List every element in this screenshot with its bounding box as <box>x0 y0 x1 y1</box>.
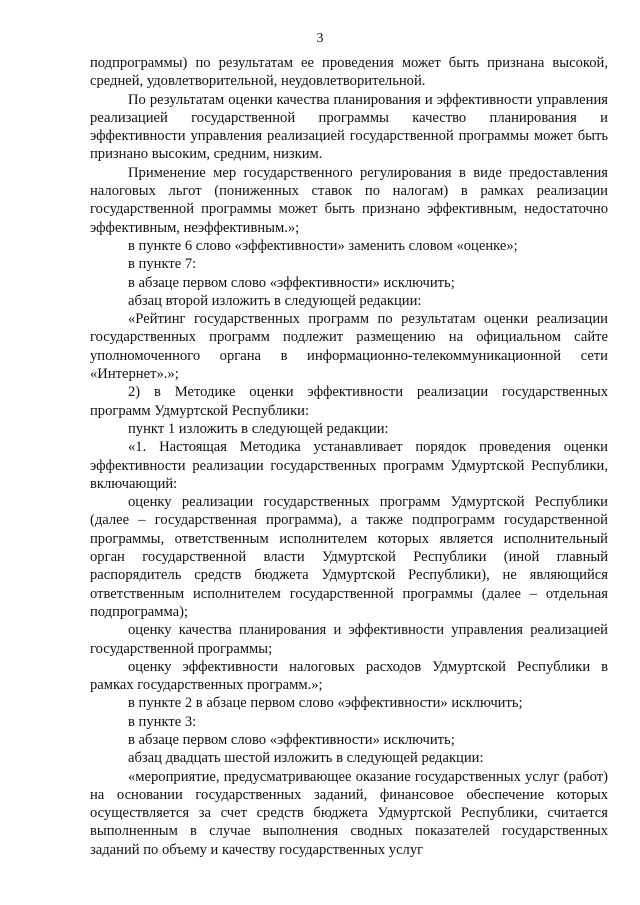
paragraph: «1. Настоящая Методика устанавливает порядок проведения оценки эффективности реализации государственных программ Удмуртской Республики, включающий: <box>90 439 608 492</box>
document-body <box>90 54 608 859</box>
paragraph-continuation: подпрограммы) по результатам ее проведения может быть признана высокой, средней, удовлетворительной, неудовлетворительной. <box>90 55 608 90</box>
paragraph: в абзаце первом слово «эффективности» исключить; <box>128 274 455 291</box>
paragraph: оценку реализации государственных программ Удмуртской Республики (далее – государственная программа), а также подпрограмм государственной программы, ответственным исполнителем которых является исполнительный орган государственной власти Удмуртской Республики (иной главный распорядитель средств бюджета Удмуртской Республики), не являющийся ответственным исполнителем государственной программы (далее – отдельная подпрограмма); <box>90 494 608 620</box>
paragraph: в пункте 2 в абзаце первом слово «эффективности» исключить; <box>128 695 523 712</box>
page-number: 3 <box>316 31 324 46</box>
paragraph: По результатам оценки качества планирования и эффективности управления реализацией государственной программы качество планирования и эффективности управления реализацией государственной программы может быть признано высоким, средним, низким. <box>90 91 608 163</box>
paragraph: абзац второй изложить в следующей редакции: <box>128 292 422 309</box>
paragraph: в пункте 6 слово «эффективности» заменить словом «оценке»; <box>128 237 518 254</box>
paragraph: «Рейтинг государственных программ по результатам оценки реализации государственных программ подлежит размещению на официальном сайте уполномоченного органа в информационно-телекоммуникационной сети «Интернет».»; <box>90 311 608 383</box>
paragraph: Применение мер государственного регулирования в виде предоставления налоговых льгот (пониженных ставок по налогам) в рамках реализации государственной программы может быть признано эффективным, недостаточно эффективным, неэффективным.»; <box>90 164 608 236</box>
paragraph: оценку эффективности налоговых расходов Удмуртской Республики в рамках государственных программ.»; <box>90 658 608 694</box>
paragraph: в абзаце первом слово «эффективности» исключить; <box>128 731 455 748</box>
paragraph: «мероприятие, предусматривающее оказание государственных услуг (работ) на основании государственных заданий, финансовое обеспечение которых осуществляется за счет средств бюджета Удмуртской Республики, считается выполненным в случае выполнения сводных показателей государственных заданий по объему и качеству государственных услуг <box>90 768 608 858</box>
paragraph: 2) в Методике оценки эффективности реализации государственных программ Удмуртской Республики: <box>90 384 608 419</box>
paragraph: оценку качества планирования и эффективности управления реализацией государственной программы; <box>90 622 608 657</box>
paragraph: в пункте 3: <box>128 713 197 730</box>
paragraph: абзац двадцать шестой изложить в следующей редакции: <box>128 750 484 767</box>
paragraph: пункт 1 изложить в следующей редакции: <box>128 420 389 437</box>
paragraph: в пункте 7: <box>128 256 197 273</box>
